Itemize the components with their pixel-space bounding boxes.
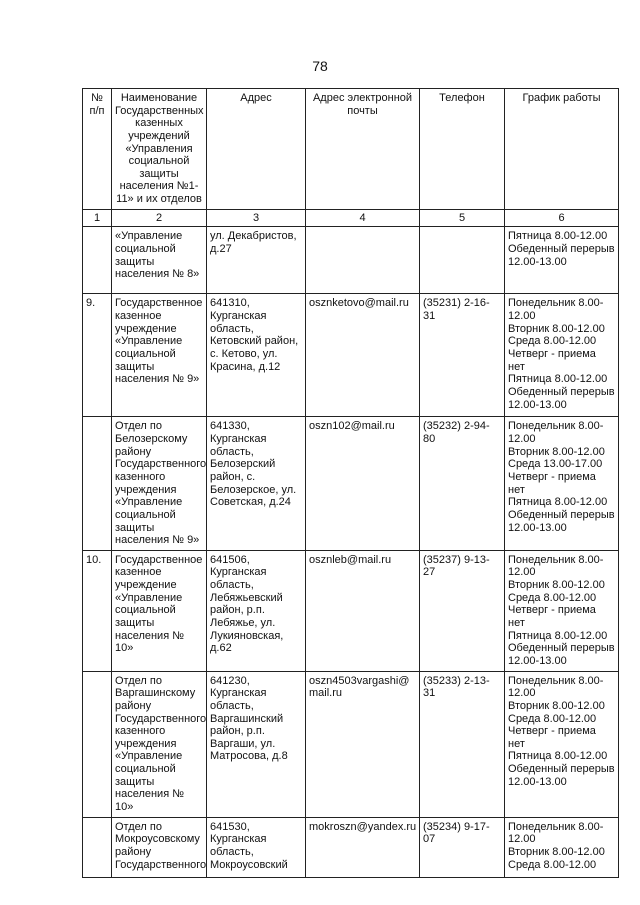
email-cell: oszn4503vargashi@mail.ru — [306, 671, 420, 817]
email-cell: osznketovo@mail.ru — [306, 294, 420, 417]
schedule-line: Четверг - приема нет — [508, 725, 596, 750]
schedule-line: Обеденный перерыв 12.00-13.00 — [508, 763, 615, 788]
institutions-table — [82, 88, 619, 878]
email-cell: osznleb@mail.ru — [306, 550, 420, 671]
institution-name: «Управление социальной защиты населения № 8» — [112, 227, 207, 294]
schedule-line: Обеденный перерыв 12.00-13.00 — [508, 385, 615, 411]
schedule-cell — [505, 550, 619, 671]
row-number: 10. — [83, 550, 112, 671]
schedule-line: Обеденный перерыв 12.00-13.00 — [508, 243, 615, 268]
address-cell: 641506, Курганская область, Лебяжьевский район, р.п. Лебяжье, ул. Лукияновская, д.62 — [207, 550, 306, 671]
schedule-line: Среда 13.00-17.00 — [508, 458, 603, 471]
phone-cell: (35233) 2-13-31 — [420, 671, 505, 817]
email-cell — [306, 227, 420, 294]
schedule-line: Понедельник 8.00-12.00 — [508, 553, 604, 579]
schedule-cell — [505, 294, 619, 417]
schedule-line: Пятница 8.00-12.00 — [508, 750, 608, 763]
schedule-cell — [505, 817, 619, 877]
schedule-line: Понедельник 8.00-12.00 — [508, 297, 604, 323]
schedule-line: Пятница 8.00-12.00 — [508, 373, 608, 386]
institution-name: Государственное казенное учреждение «Управление социальной защиты населения № 9» — [112, 294, 207, 417]
schedule-line: Понедельник 8.00-12.00 — [508, 674, 604, 700]
institution-name: Государственное казенное учреждение «Управление социальной защиты населения № 10» — [112, 550, 207, 671]
schedule-line: Обеденный перерыв 12.00-13.00 — [508, 642, 615, 667]
schedule-line: Четверг - приема нет — [508, 347, 596, 373]
phone-cell: (35232) 2-94-80 — [420, 417, 505, 550]
table-row — [83, 817, 619, 877]
schedule-line: Понедельник 8.00-12.00 — [508, 420, 604, 446]
phone-cell: (35231) 2-16-31 — [420, 294, 505, 417]
schedule-line: Четверг - приема нет — [508, 470, 596, 496]
email-cell: oszn102@mail.ru — [306, 417, 420, 550]
row-number: 9. — [83, 294, 112, 417]
column-number: 4 — [306, 209, 420, 227]
phone-cell: (35237) 9-13-27 — [420, 550, 505, 671]
header-address: Адрес — [207, 89, 306, 210]
header-number: № п/п — [83, 89, 112, 210]
schedule-cell — [505, 417, 619, 550]
column-number: 5 — [420, 209, 505, 227]
column-number: 3 — [207, 209, 306, 227]
schedule-line: Пятница 8.00-12.00 — [508, 496, 608, 509]
schedule-cell — [505, 671, 619, 817]
address-cell: ул. Декабристов, д.27 — [207, 227, 306, 294]
header-name: Наименование Государственных казенных учреждений «Управления социальной защиты населения №1-11» и их отделов — [112, 89, 207, 210]
phone-cell: (35234) 9-17-07 — [420, 817, 505, 877]
header-phone: Телефон — [420, 89, 505, 210]
table-row — [83, 550, 619, 671]
column-number: 1 — [83, 209, 112, 227]
row-number — [83, 417, 112, 550]
row-number — [83, 817, 112, 877]
schedule-line: Четверг - приема нет — [508, 604, 596, 630]
schedule-line: Пятница 8.00-12.00 — [508, 629, 608, 642]
table-row — [83, 227, 619, 294]
schedule-line: Среда 8.00-12.00 — [508, 591, 597, 604]
schedule-line: Вторник 8.00-12.00 — [508, 445, 605, 458]
address-cell: 641230, Курганская область, Варгашинский район, р.п. Варгаши, ул. Матросова, д.8 — [207, 671, 306, 817]
institution-name: Отдел по Белозерскому району Государственного казенного учреждения «Управление социальной защиты населения № 9» — [112, 417, 207, 550]
header-schedule: График работы — [505, 89, 619, 210]
schedule-line: Пятница 8.00-12.00 — [508, 230, 608, 243]
column-numbers-row — [83, 209, 619, 227]
table-row — [83, 417, 619, 550]
schedule-line: Вторник 8.00-12.00 — [508, 322, 605, 335]
schedule-line: Среда 8.00-12.00 — [508, 335, 597, 348]
schedule-line: Вторник 8.00-12.00 — [508, 845, 605, 858]
page-number: 78 — [312, 58, 328, 74]
schedule-line: Среда 8.00-12.00 — [508, 712, 597, 725]
address-cell: 641310, Курганская область, Кетовский район, с. Кетово, ул. Красина, д.12 — [207, 294, 306, 417]
table-row — [83, 671, 619, 817]
header-row — [83, 89, 619, 210]
column-number: 6 — [505, 209, 619, 227]
schedule-line: Вторник 8.00-12.00 — [508, 699, 605, 712]
address-cell: 641530, Курганская область, Мокроусовский — [207, 817, 306, 877]
schedule-line: Понедельник 8.00-12.00 — [508, 820, 604, 846]
schedule-line: Обеденный перерыв 12.00-13.00 — [508, 508, 615, 534]
address-cell: 641330, Курганская область, Белозерский район, с. Белозерское, ул. Советская, д.24 — [207, 417, 306, 550]
column-number: 2 — [112, 209, 207, 227]
row-number — [83, 227, 112, 294]
header-email: Адрес электронной почты — [306, 89, 420, 210]
institution-name: Отдел по Мокроусовскому району Государственного — [112, 817, 207, 877]
schedule-line: Вторник 8.00-12.00 — [508, 579, 605, 592]
table-row — [83, 294, 619, 417]
schedule-line: Среда 8.00-12.00 — [508, 858, 597, 871]
institution-name: Отдел по Варгашинскому району Государственного казенного учреждения «Управление социальной защиты населения № 10» — [112, 671, 207, 817]
row-number — [83, 671, 112, 817]
phone-cell — [420, 227, 505, 294]
schedule-cell — [505, 227, 619, 294]
email-cell: mokroszn@yandex.ru — [306, 817, 420, 877]
